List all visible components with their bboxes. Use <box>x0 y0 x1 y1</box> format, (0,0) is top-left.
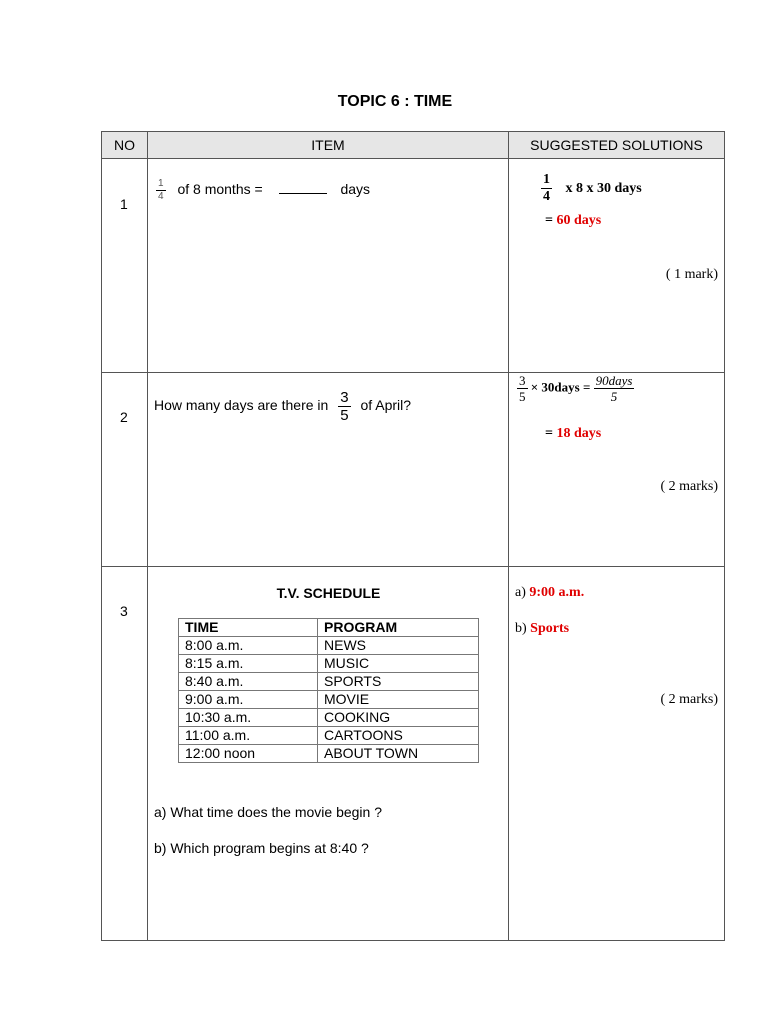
solution-cell <box>509 373 725 567</box>
solution-answer: = 60 days <box>545 213 602 228</box>
question-text: of 8 months = <box>177 181 263 198</box>
schedule-time: 9:00 a.m. <box>179 691 318 709</box>
fraction: $\frac{1}{4}$ <box>543 172 550 204</box>
schedule-time: 8:40 a.m. <box>179 673 318 691</box>
question-row-3 <box>102 567 725 941</box>
question-number: 3 <box>120 603 128 619</box>
tv-schedule-table <box>178 618 479 763</box>
schedule-program: COOKING <box>318 709 479 727</box>
fraction: $\frac{\text{90days}}{5}$ <box>595 373 633 404</box>
solution-b: b) Sports <box>515 621 570 636</box>
solution-working: $\frac{3}{5}$ × 30days = $\frac{\text{90days}}{5}$ <box>519 373 633 404</box>
question-number: 1 <box>120 196 128 212</box>
schedule-program: SPORTS <box>318 673 479 691</box>
question-1-text <box>156 179 370 202</box>
schedule-program: MOVIE <box>318 691 479 709</box>
fraction: $\frac{1}{4}$ <box>158 178 164 202</box>
question-row-1 <box>102 159 725 373</box>
solution-cell <box>509 159 725 373</box>
schedule-time: 8:15 a.m. <box>179 655 318 673</box>
question-b: b) Which program begins at 8:40 ? <box>154 840 369 856</box>
schedule-header-program: PROGRAM <box>318 619 479 637</box>
schedule-program: MUSIC <box>318 655 479 673</box>
header-solutions: SUGGESTED SOLUTIONS <box>509 132 725 159</box>
schedule-header-row <box>179 619 479 637</box>
fraction: $\frac{3}{5}$ <box>519 373 526 404</box>
schedule-row <box>179 745 479 763</box>
worksheet-table <box>101 131 725 941</box>
question-number-cell <box>102 159 148 373</box>
header-no: NO <box>102 132 148 159</box>
item-cell <box>148 373 509 567</box>
fraction: $\frac{3}{5}$ <box>340 389 349 424</box>
solution-answer: = 18 days <box>545 426 602 441</box>
schedule-row <box>179 673 479 691</box>
question-number-cell <box>102 373 148 567</box>
page-title: TOPIC 6 : TIME <box>337 93 453 110</box>
answer-value: 9:00 a.m. <box>529 585 585 600</box>
question-a: a) What time does the movie begin ? <box>154 804 383 820</box>
item-cell <box>148 159 509 373</box>
schedule-row <box>179 691 479 709</box>
answer-blank <box>279 181 327 194</box>
solution-working: $\frac{1}{4}$ x 8 x 30 days <box>543 172 642 204</box>
question-number-cell <box>102 567 148 941</box>
item-cell <box>148 567 509 941</box>
schedule-row <box>179 727 479 745</box>
answer-value: 60 days <box>556 213 602 228</box>
question-2-text: How many days are there in $\frac{3}{5}$ of April? <box>154 389 412 424</box>
header-row <box>102 132 725 159</box>
marks-label: ( 2 marks) <box>660 479 718 494</box>
schedule-program: ABOUT TOWN <box>318 745 479 763</box>
schedule-time: 12:00 noon <box>179 745 318 763</box>
unit-text: days <box>340 181 371 198</box>
solution-a: a) 9:00 a.m. <box>515 585 585 600</box>
solution-cell <box>509 567 725 941</box>
answer-value: Sports <box>530 621 570 636</box>
question-row-2 <box>102 373 725 567</box>
question-number: 2 <box>120 409 128 425</box>
answer-value: 18 days <box>556 426 602 441</box>
schedule-row <box>179 709 479 727</box>
schedule-row <box>179 655 479 673</box>
schedule-time: 11:00 a.m. <box>179 727 318 745</box>
marks-label: ( 1 mark) <box>665 267 718 282</box>
question-text: How many days are there in <box>154 397 329 414</box>
schedule-title: T.V. SCHEDULE <box>276 585 381 601</box>
schedule-program: CARTOONS <box>318 727 479 745</box>
schedule-header-time: TIME <box>179 619 318 637</box>
schedule-time: 8:00 a.m. <box>179 637 318 655</box>
schedule-program: NEWS <box>318 637 479 655</box>
schedule-time: 10:30 a.m. <box>179 709 318 727</box>
schedule-row <box>179 637 479 655</box>
header-item: ITEM <box>148 132 509 159</box>
marks-label: ( 2 marks) <box>660 692 718 707</box>
